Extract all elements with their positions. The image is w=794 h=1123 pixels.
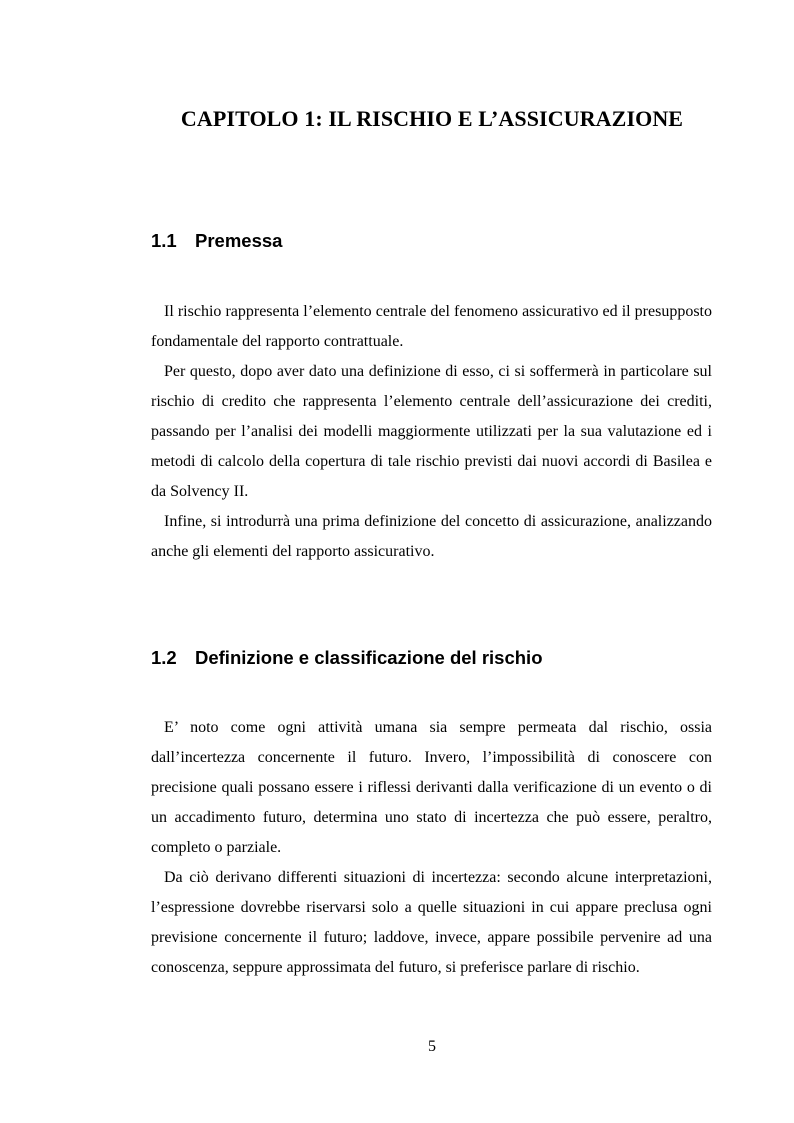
section-title: Definizione e classificazione del rischio xyxy=(195,647,543,668)
section-number: 1.2 xyxy=(151,647,177,668)
chapter-title: CAPITOLO 1: IL RISCHIO E L’ASSICURAZIONE xyxy=(180,106,684,131)
page-number: 5 xyxy=(428,1038,436,1055)
section-heading-definizione xyxy=(151,647,543,669)
paragraph: Il rischio rappresenta l’elemento centrale del fenomeno assicurativo ed il presupposto fondamentale del rapporto contrattuale. xyxy=(151,303,712,350)
paragraph: Infine, si introdurrà una prima definizione del concetto di assicurazione, analizzando anche gli elementi del rapporto assicurativo. xyxy=(151,513,712,560)
paragraph: Da ciò derivano differenti situazioni di incertezza: secondo alcune interpretazioni, l’espressione dovrebbe riservarsi solo a quelle situazioni in cui appare preclusa ogni previsione concernente il futuro; laddove, invece, appare possibile pervenire ad una conoscenza, seppure approssimata del futuro, si preferisce parlare di rischio. xyxy=(151,869,712,976)
section-number: 1.1 xyxy=(151,230,177,251)
section-heading-premessa xyxy=(151,230,282,252)
paragraph: E’ noto come ogni attività umana sia sempre permeata dal rischio, ossia dall’incertezza concernente il futuro. Invero, l’impossibilità di conoscere con precisione quali possano essere i riflessi derivanti dalla verificazione di un evento o di un accadimento futuro, determina uno stato di incertezza che può essere, peraltro, completo o parziale. xyxy=(151,719,712,856)
paragraph: Per questo, dopo aver dato una definizione di esso, ci si soffermerà in particolare sul rischio di credito che rappresenta l’elemento centrale dell’assicurazione dei crediti, passando per l’analisi dei modelli maggiormente utilizzati per la sua valutazione ed i metodi di calcolo della copertura di tale rischio previsti dai nuovi accordi di Basilea e da Solvency II. xyxy=(151,363,712,500)
section-title: Premessa xyxy=(195,230,283,251)
